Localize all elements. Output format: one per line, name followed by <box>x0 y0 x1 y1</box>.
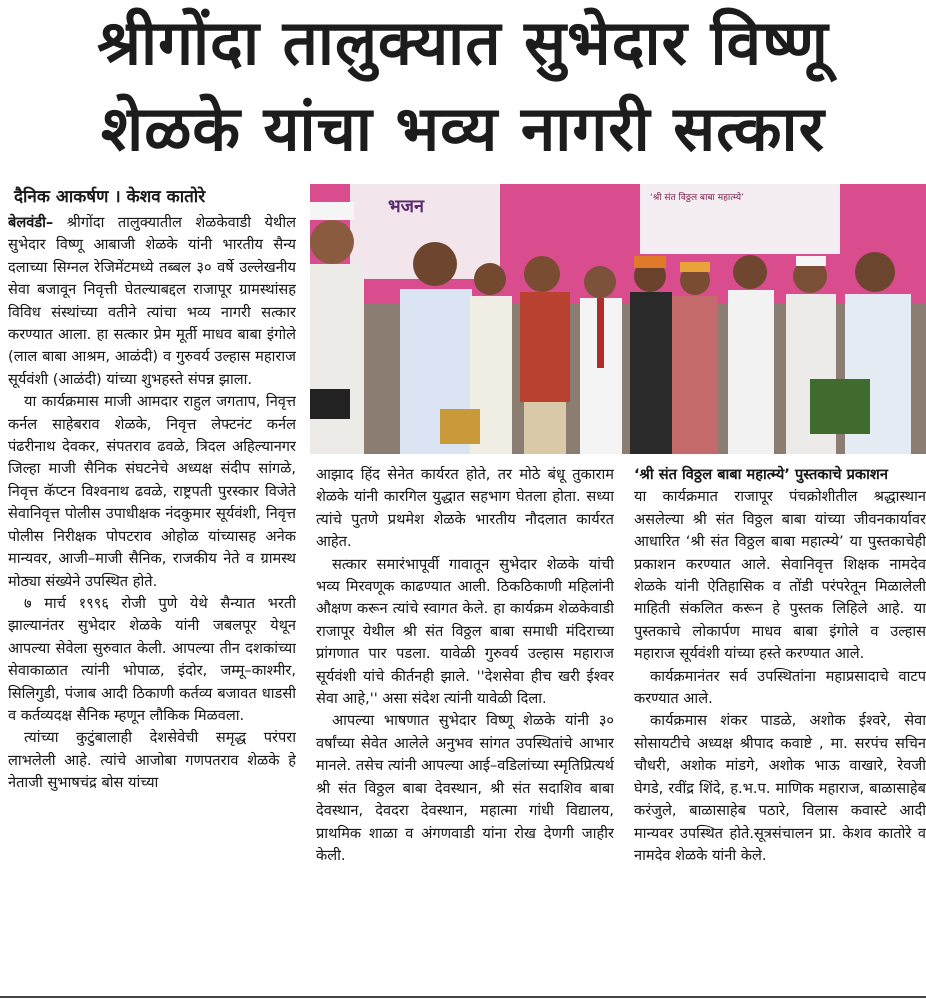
byline: दैनिक आकर्षण । केशव कातोरे <box>14 187 206 207</box>
event-photo-illustration <box>310 184 926 454</box>
photo-banner-text: ‘श्री संत विठ्ठल बाबा महात्म्ये’ <box>650 193 744 203</box>
section-subheading: ‘श्री संत विठ्ठल बाबा महात्म्ये’ पुस्तकाचे प्रकाशन <box>634 466 888 483</box>
article-column-3 <box>634 464 926 984</box>
article-column-1 <box>8 212 296 986</box>
article-paragraph: आपल्या भाषणात सुभेदार विष्णू शेळके यांनी ३० वर्षांच्या सेवेत आलेले अनुभव सांगत उपस्थितांचे आभार मानले. तसेच त्यांनी आपल्या आई–वडिलांच्या स्मृतिप्रित्यर्थ श्री संत विठ्ठल बाबा देवस्थान, श्री संत सदाशिव बाबा देवस्थान, देवदरा देवस्थान, महात्मा गांधी विद्यालय, प्राथमिक शाळा व अंगणवाडी यांना रोख देणगी जाहीर केली. <box>316 712 614 864</box>
event-photo <box>310 184 926 454</box>
headline-line-2: शेळके यांचा भव्य नागरी सत्कार <box>101 92 825 165</box>
article-column-2 <box>316 464 614 984</box>
photo-banner-text: भजन <box>388 196 424 217</box>
article-paragraph: ७ मार्च १९९६ रोजी पुणे येथे सैन्यात भरती झाल्यानंतर सुभेदार शेळके यांनी जबलपूर येथून आपल्या सेवेला सुरुवात केली. आपल्या तीन दशकांच्या सेवाकाळात त्यांनी भोपाळ, इंदोर, जम्मू–काश्मीर, सिलिगुडी, पंजाब आदी ठिकाणी कर्तव्य बजावत धाडसी व कर्तव्यदक्ष सैनिक म्हणून लौकिक मिळवला. <box>8 594 296 724</box>
article-paragraph: आझाद हिंद सेनेत कार्यरत होते, तर मोठे बंधू तुकाराम शेळके यांनी कारगिल युद्धात सहभाग घेतला होता. सध्या त्यांचे पुतणे प्रथमेश शेळके भारतीय नौदलात कार्यरत आहेत. <box>316 466 614 551</box>
headline <box>0 0 926 176</box>
article-paragraph: त्यांच्या कुटुंबालाही देशसेवेची समृद्ध परंपरा लाभलेली आहे. त्यांचे आजोबा गणपतराव शेळके हे नेताजी सुभाषचंद्र बोस यांच्या <box>8 729 296 792</box>
dateline: बेलवंडी– <box>8 214 54 231</box>
article-paragraph: सत्कार समारंभापूर्वी गावातून सुभेदार शेळके यांची भव्य मिरवणूक काढण्यात आली. ठिकठिकाणी महिलांनी औक्षण करून त्यांचे स्वागत केले. हा कार्यक्रम शेळकेवाडी राजापूर येथील श्री संत विठ्ठल बाबा समाधी मंदिराच्या प्रांगणात पार पडला. यावेळी गुरुवर्य उल्हास महाराज सूर्यवंशी यांचे कीर्तनही झाले. ''देशसेवा हीच खरी ईश्वर सेवा आहे,'' असा संदेश त्यांनी यावेळी दिला. <box>316 555 614 708</box>
bottom-rule <box>0 996 926 998</box>
article-paragraph: कार्यक्रमास शंकर पाडळे, अशोक ईश्वरे, सेवा सोसायटीचे अध्यक्ष श्रीपाद कवाष्टे , मा. सरपंच सचिन चौधरी, अशोक मांडगे, अशोक भाऊ वाखारे, रेवजी घेगडे, रवींद्र शिंदे, ह.भ.प. माणिक महाराज, बाळासाहेब करंजुले, बाळासाहेब पठारे, विलास कवास्टे आदी मान्यवर उपस्थित होते.सूत्रसंचालन प्रा. केशव कातोरे व नामदेव शेळके यांनी केले. <box>634 712 926 864</box>
article-paragraph: या कार्यक्रमात राजापूर पंचक्रोशीतील श्रद्धास्थान असलेल्या श्री संत विठ्ठल बाबा यांच्या जीवनकार्यावर आधारित ‘श्री संत विठ्ठल बाबा महात्म्ये’ या पुस्तकाचेही प्रकाशन करण्यात आले. सेवानिवृत्त शिक्षक नामदेव शेळके यांनी ऐतिहासिक व तोंडी परंपरेतून मिळालेली माहिती संकलित करून हे पुस्तक लिहिले आहे. या पुस्तकाचे लोकार्पण माधव बाबा इंगोले व उल्हास महाराज सूर्यवंशी यांच्या हस्ते करण्यात आले. <box>634 488 926 663</box>
article-paragraph: या कार्यक्रमास माजी आमदार राहुल जगताप, निवृत्त कर्नल साहेबराव शेळके, निवृत्त लेफ्टनंट कर्नल पंढरीनाथ देवकर, संपतराव ढवळे, त्रिदल अहिल्यानगर जिल्हा माजी सैनिक संघटनेचे अध्यक्ष संदीप सांगळे, निवृत्त कॅप्टन विश्वनाथ ढवळे, राष्ट्रपती पुरस्कार विजेते सेवानिवृत्त पोलीस उपाधीक्षक नंदकुमार सूर्यवंशी, निवृत्त पोलीस निरीक्षक पोपटराव ओहोळ यांच्यासह अनेक मान्यवर, आजी–माजी सैनिक, राजकीय नेते व ग्रामस्थ मोठ्या संख्येने उपस्थित होते. <box>8 393 296 590</box>
article-paragraph: बेलवंडी– श्रीगोंदा तालुक्यातील शेळकेवाडी येथील सुभेदार विष्णू आबाजी शेळके यांनी भारतीय सैन्य दलाच्या सिग्नल रेजिमेंटमध्ये तब्बल ३० वर्षे उल्लेखनीय सेवा बजावून निवृत्ती घेतल्याबद्दल राजापूर ग्रामस्थांसह विविध संस्थांच्या वतीने त्यांचा भव्य नागरी सत्कार करण्यात आला. हा सत्कार प्रेम मूर्ती माधव बाबा इंगोले (लाल बाबा आश्रम, आळंदी) व गुरुवर्य उल्हास महाराज सूर्यवंशी (आळंदी) यांच्या शुभहस्ते संपन्न झाला. <box>8 214 296 388</box>
headline-line-1: श्रीगोंदा तालुक्यात सुभेदार विष्णू <box>97 6 829 79</box>
article-paragraph: कार्यक्रमानंतर सर्व उपस्थितांना महाप्रसादाचे वाटप करण्यात आले. <box>634 667 926 708</box>
